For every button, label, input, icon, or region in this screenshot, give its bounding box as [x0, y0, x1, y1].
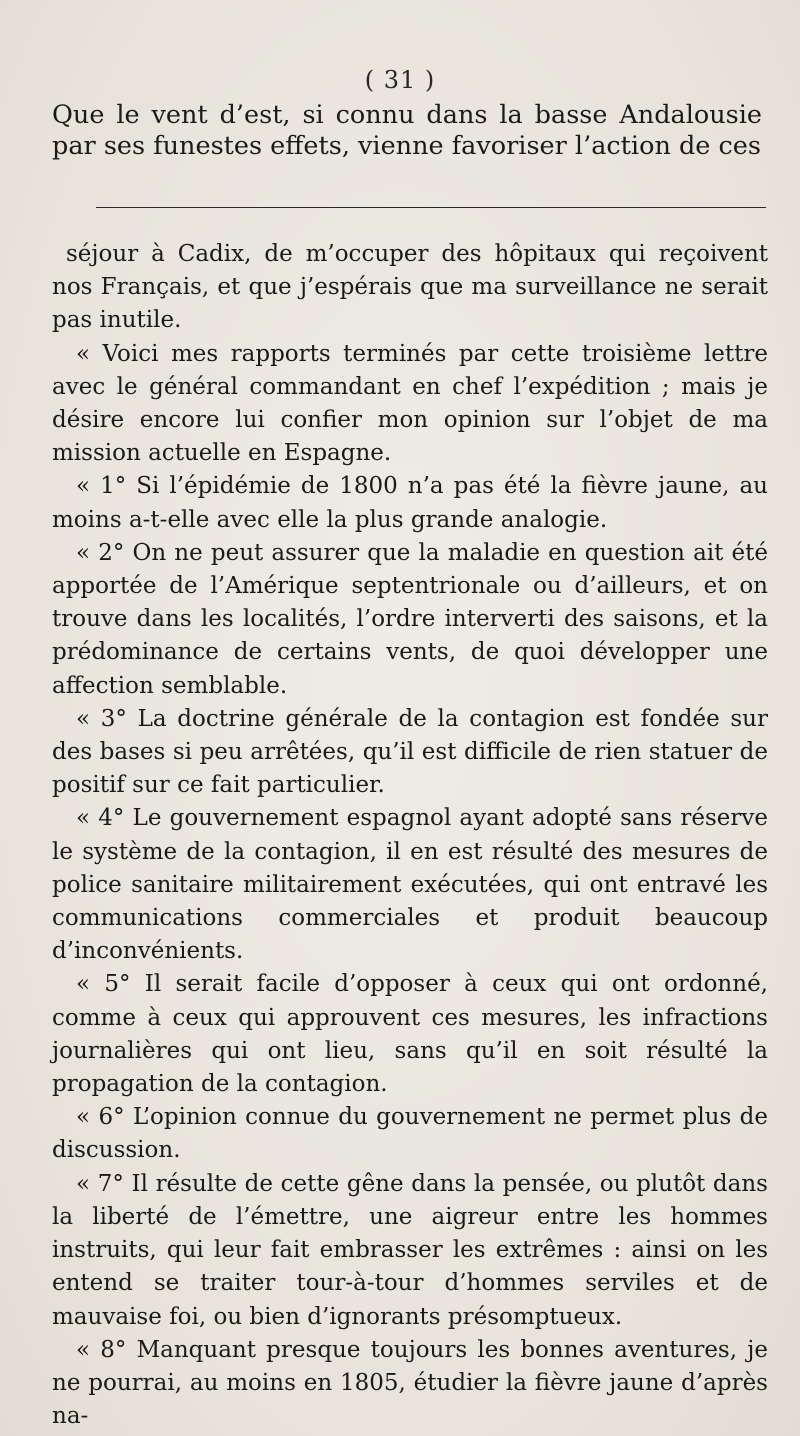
paragraph: « 3° La doctrine générale de la contagion est fondée sur des bases si peu arrêtées, qu’il est difficile de rien statuer de positif sur ce fait particulier.	[52, 705, 768, 799]
main-text	[52, 238, 768, 1433]
paragraph: séjour à Cadix, de m’occuper des hôpitaux qui reçoivent nos Français, et que j’espérais que ma surveillance ne serait pas inutile.	[52, 241, 768, 334]
paragraph: « 6° L’opinion connue du gouvernement ne permet plus de discussion.	[52, 1104, 768, 1164]
divider-rule	[96, 207, 766, 208]
paragraph: « 8° Manquant presque toujours les bonnes aventures, je ne pourrai, au moins en 1805, étudier la fièvre jaune d’après na-	[52, 1336, 768, 1430]
top-fragment	[52, 100, 762, 162]
paragraph: « 5° Il serait facile d’opposer à ceux qui ont ordonné, comme à ceux qui approuvent ces mesures, les infractions journalières qui ont lieu, sans qu’il en soit résulté la propagation de la contagion.	[52, 971, 768, 1098]
top-paragraph: Que le vent d’est, si connu dans la basse Andalousie par ses funestes effets, vienne favoriser l’action de ces	[52, 100, 762, 161]
paragraph: « 1° Si l’épidémie de 1800 n’a pas été la fièvre jaune, au moins a-t-elle avec elle la plus grande analogie.	[52, 473, 768, 533]
paragraph: « 7° Il résulte de cette gêne dans la pensée, ou plutôt dans la liberté de l’émettre, une aigreur entre les hommes instruits, qui leur fait embrasser les extrêmes : ainsi on les entend se traiter tour-à-tour d’hommes serviles et de mauvaise foi, ou bien d’ignorants présomptueux.	[52, 1170, 768, 1330]
paragraph: « Voici mes rapports terminés par cette troisième lettre avec le général commandant en chef l’expédition ; mais je désire encore lui confier mon opinion sur l’objet de ma mission actuelle en Espagne.	[52, 340, 768, 467]
page-number: ( 31 )	[364, 66, 436, 94]
paragraph: « 2° On ne peut assurer que la maladie en question ait été apportée de l’Amérique septentrionale ou d’ailleurs, et on trouve dans les localités, l’ordre interverti des saisons, et la prédominance de certains vents, de quoi développer une affection semblable.	[52, 539, 768, 699]
paragraph: « 4° Le gouvernement espagnol ayant adopté sans réserve le système de la contagion, il en est résulté des mesures de police sanitaire militairement exécutées, qui ont entravé les communications commerciales et produit beaucoup d’inconvénients.	[52, 805, 768, 965]
